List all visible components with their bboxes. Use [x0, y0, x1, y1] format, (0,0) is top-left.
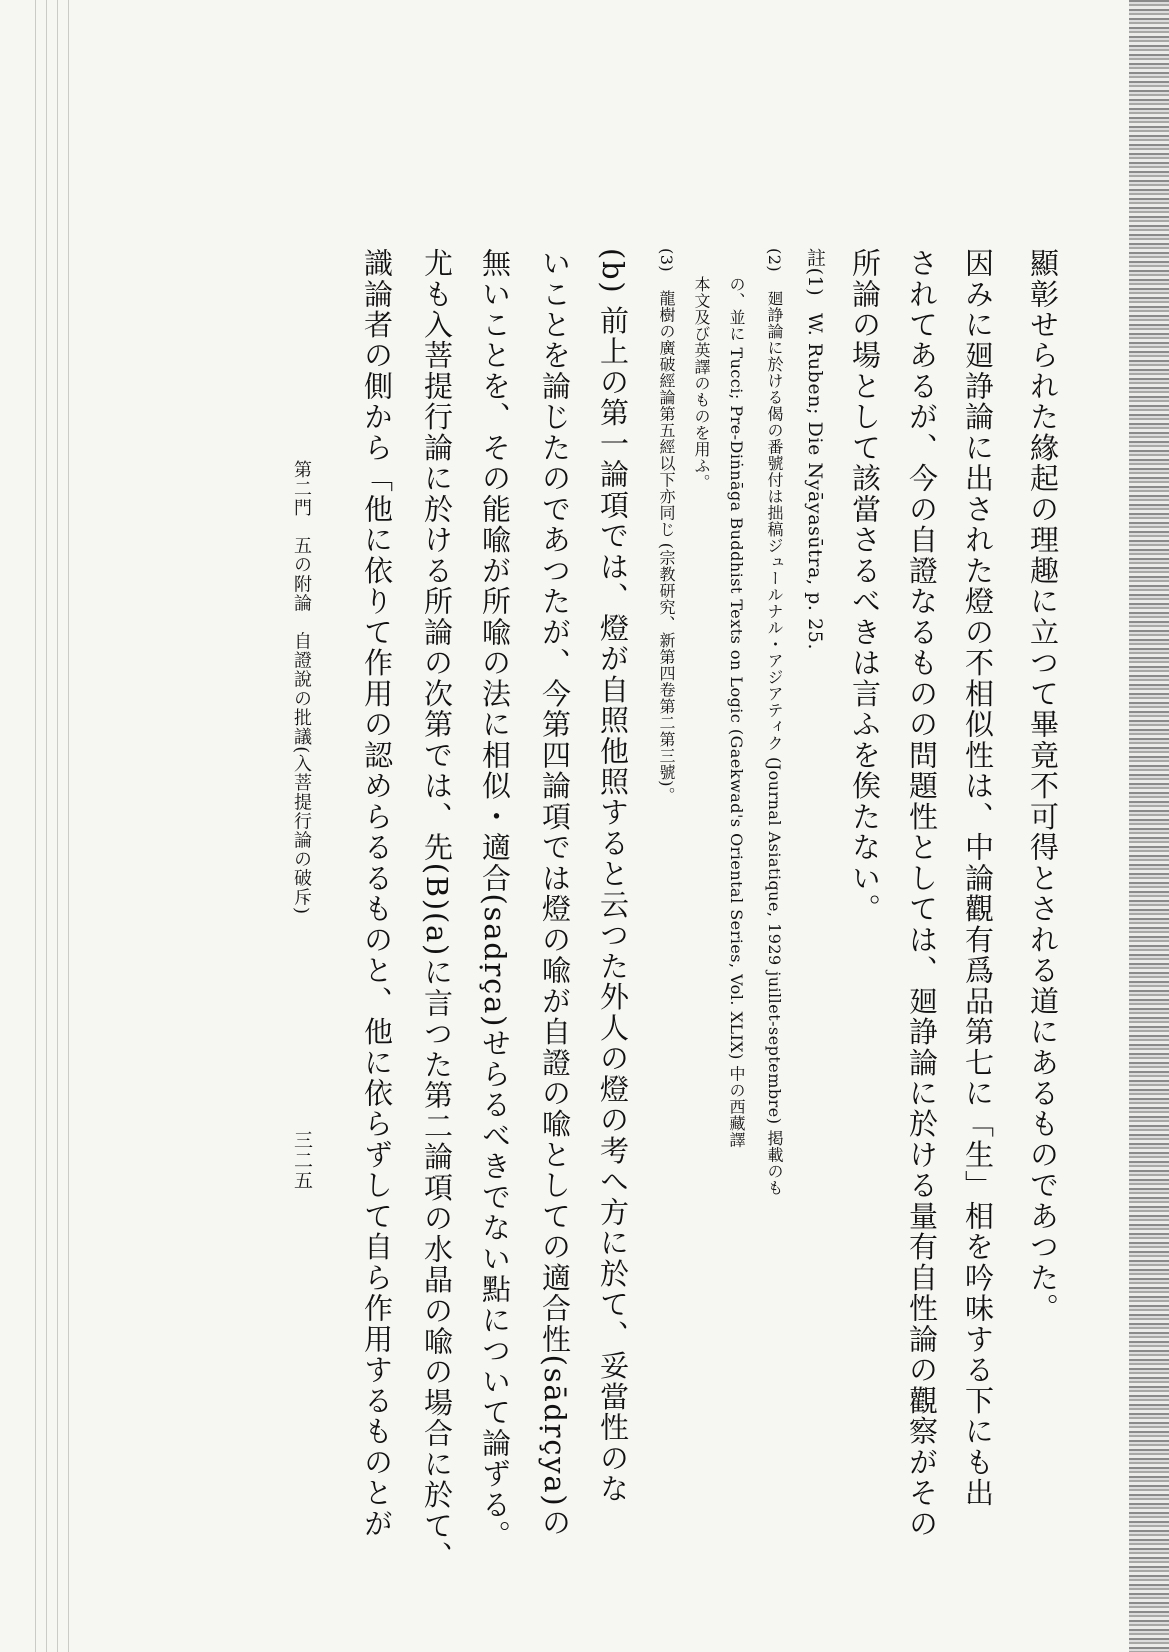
note-mark: (3)	[657, 248, 676, 273]
page-left-edge	[30, 0, 72, 1652]
body-line: 所論の場として該當さるべきは言ふを俟たない。	[848, 248, 882, 925]
running-head: 第二門 五の附論 自證說の批議(入菩提行論の破斥)	[291, 460, 312, 916]
body-line: されてあるが、今の自證なるものの問題性としては、廻諍論に於ける量有自性論の觀察がその	[905, 248, 939, 1540]
note-3	[658, 248, 674, 803]
note-text: の、並に Tucci; Pre-Diṅnāga Buddhist Texts on Logic (Gaekwad's Oriental Series, Vol. XLIX) 中の西藏譯	[727, 276, 746, 1148]
body-line: 尤も入菩提行論に於ける所論の次第では、先(B)(a)に言つた第二論項の水晶の喩の場合に於て、	[420, 248, 454, 1572]
note-mark: (2)	[765, 248, 784, 273]
note-text: W. Ruben; Die Nyāyasūtra, p. 25.	[804, 312, 826, 650]
body-line: 因みに廻諍論に出された燈の不相似性は、中論觀有爲品第七に「生」相を吟味する下にも出	[961, 248, 995, 1509]
note-1	[805, 248, 824, 650]
body-line: 無いことを、その能喩が所喩の法に相似・適合(sadṛça)せらるべきでない點について論ずる。	[478, 248, 512, 1551]
note-text: 廻諍論に於ける偈の番號付は拙稿ジュールナル・アジアティク (Journal Asiatique, 1929 juillet-septembre) 掲載のも	[765, 289, 784, 1196]
body-line: 顯彰せられた緣起の理趣に立つて畢竟不可得とされる道にあるものであつた。	[1026, 248, 1060, 1324]
note-text: 本文及び英譯のものを用ふ。	[692, 276, 711, 491]
page-number: 三二五	[291, 1130, 313, 1191]
note-2-cont	[693, 276, 709, 490]
note-text: 龍樹の廣破經論第五經以下亦同じ (宗教研究、新第四卷第二第三號)。	[657, 289, 676, 804]
body-line: いことを論じたのであつたが、今第四論項では燈の喩が自證の喩としての適合性(sādṛçya)の	[538, 248, 572, 1539]
body-line: 識論者の側から「他に依りて作用の認めらるるものと、他に依らずして自ら作用するものとが	[360, 248, 394, 1540]
body-line: (b) 前上の第一論項では、燈が自照他照すると云つた外人の燈の考へ方に於て、妥當性のな	[596, 248, 630, 1505]
note-2-cont	[728, 276, 744, 1148]
note-2	[766, 248, 782, 1196]
note-mark: 註(1)	[804, 248, 826, 297]
page-right-edge	[1129, 0, 1169, 1652]
